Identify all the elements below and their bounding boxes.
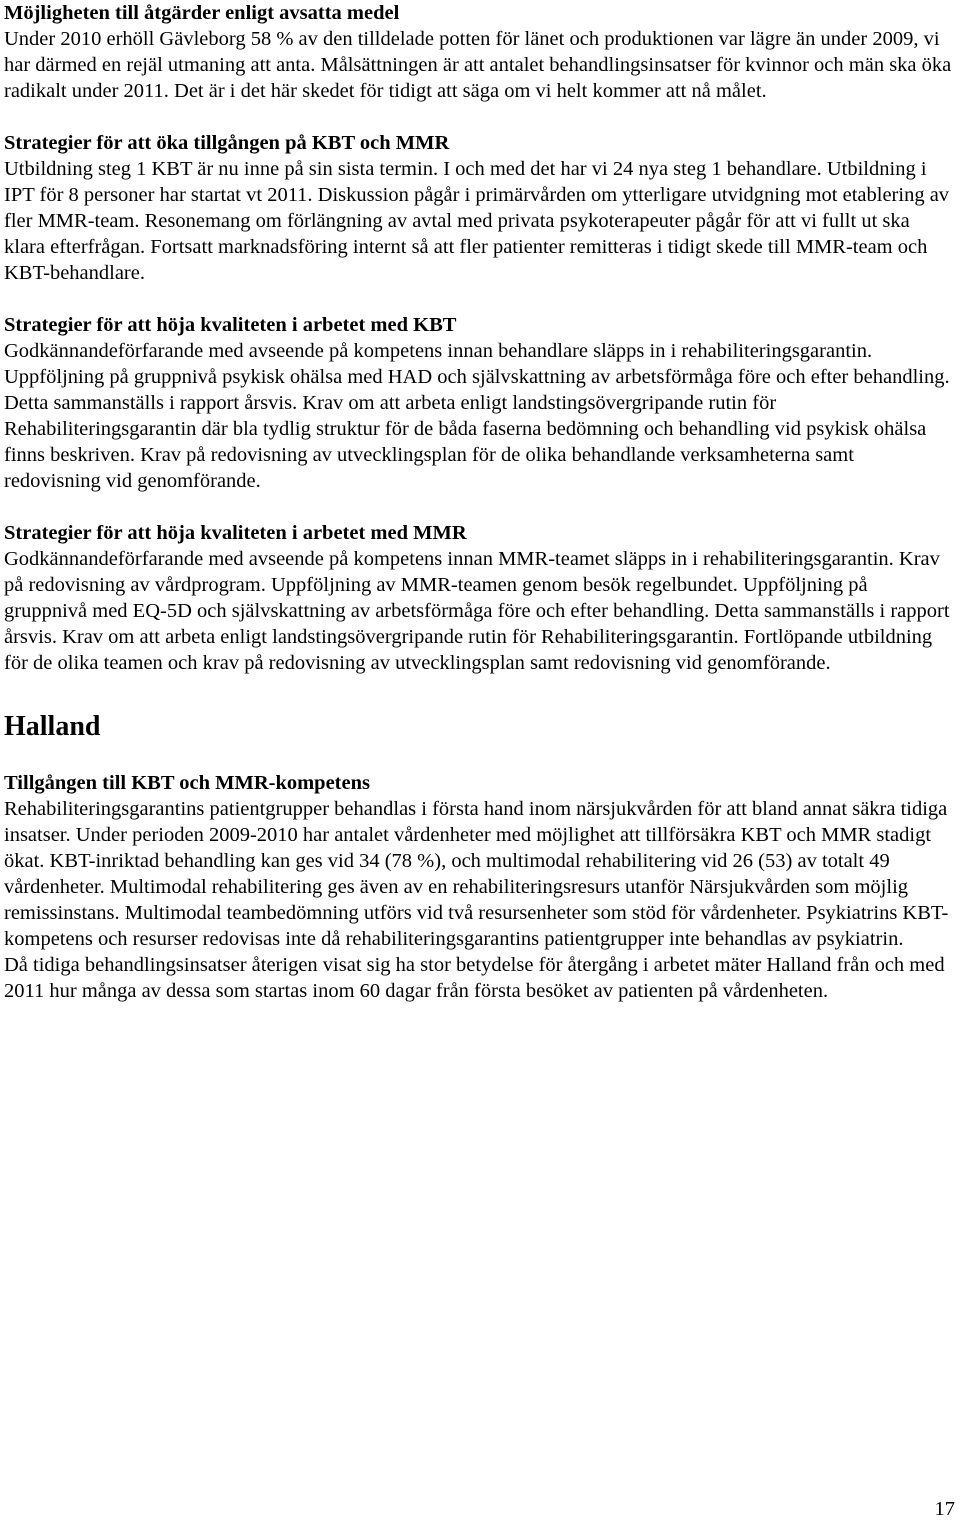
section-paragraph: Rehabiliteringsgarantins patientgrupper behandlas i första hand inom närsjukvården för att bland annat säkra tidiga insatser. Under perioden 2009-2010 har antalet vårdenheter med möjlighet att tillförsäkra KBT och MMR stadigt ökat. KBT-inriktad behandling kan ges vid 34 (78 %), och multimodal rehabilitering vid 26 (53) av totalt 49 vårdenheter. Multimodal rehabilitering ges även av en rehabiliteringsresurs utanför Närsjukvården som möjlig remissinstans. Multimodal teambedömning utförs vid två resursenheter som stöd för vårdenheter. Psykiatrins KBT-kompetens och resurser redovisas inte då rehabiliteringsgarantins patientgrupper inte behandlas av psykiatrin.: [4, 798, 949, 950]
section-heading: Tillgången till KBT och MMR-kompetens: [4, 772, 370, 794]
section-funding: [4, 0, 954, 104]
section-heading: Strategier för att höja kvaliteten i arbetet med MMR: [4, 522, 467, 544]
section-paragraph: Under 2010 erhöll Gävleborg 58 % av den tilldelade potten för länet och produktionen var lägre än under 2009, vi har därmed en rejäl utmaning att anta. Målsättningen är att antalet behandlingsinsatser för kvinnor och män ska öka radikalt under 2011. Det är i det här skedet för tidigt att säga om vi helt kommer att nå målet.: [4, 28, 952, 102]
section-paragraph: Då tidiga behandlingsinsatser återigen visat sig ha stor betydelse för återgång i arbetet mäter Halland från och med 2011 hur många av dessa som startas inom 60 dagar från första besöket av patienten på vårdenheten.: [4, 954, 945, 1002]
section-heading: Möjligheten till åtgärder enligt avsatta medel: [4, 2, 400, 24]
spacer: [4, 104, 954, 130]
section-heading: Strategier för att höja kvaliteten i arbetet med KBT: [4, 314, 457, 336]
document-page: [4, 0, 954, 1004]
section-paragraph: Utbildning steg 1 KBT är nu inne på sin sista termin. I och med det har vi 24 nya steg 1 behandlare. Utbildning i IPT för 8 personer har startat vt 2011. Diskussion pågår i primärvården om ytterligare utvidgning mot etablering av fler MMR-team. Resonemang om förlängning av avtal med privata psykoterapeuter pågår för att vi fullt ut ska klara efterfrågan. Fortsatt marknadsföring internt så att fler patienter remitteras i tidigt skede till MMR-team och KBT-behandlare.: [4, 158, 950, 284]
section-strategy-quality-kbt: [4, 312, 954, 494]
section-paragraph: Godkännandeförfarande med avseende på kompetens innan behandlare släpps in i rehabiliteringsgarantin. Uppföljning på gruppnivå psykisk ohälsa med HAD och självskattning av arbetsförmåga före och efter behandling. Detta sammanställs i rapport årsvis. Krav om att arbeta enligt landstingsövergripande rutin för Rehabiliteringsgarantin där bla tydlig struktur för de båda faserna bedömning och behandling vid psykisk ohälsa finns beskriven. Krav på redovisning av utvecklingsplan för de olika behandlande verksamheterna samt redovisning vid genomförande.: [4, 340, 950, 492]
section-strategy-quality-mmr: [4, 520, 954, 676]
spacer: [4, 286, 954, 312]
section-region-halland: [4, 702, 954, 1004]
spacer: [4, 744, 954, 770]
section-paragraph: Godkännandeförfarande med avseende på kompetens innan MMR-teamet släpps in i rehabiliteringsgarantin. Krav på redovisning av vårdprogram. Uppföljning av MMR-teamen genom besök regelbundet. Uppföljning på gruppnivå med EQ-5D och självskattning av arbetsförmåga före och efter behandling. Detta sammanställs i rapport årsvis. Krav om att arbeta enligt landstingsövergripande rutin för Rehabiliteringsgarantin. Fortlöpande utbildning för de olika teamen och krav på redovisning av utvecklingsplan samt redovisning vid genomförande.: [4, 548, 950, 674]
section-strategy-access: [4, 130, 954, 286]
page-number: 17: [934, 1498, 955, 1520]
spacer: [4, 494, 954, 520]
spacer: [4, 676, 954, 702]
section-heading: Strategier för att öka tillgången på KBT och MMR: [4, 132, 450, 154]
region-title: Halland: [4, 711, 101, 742]
